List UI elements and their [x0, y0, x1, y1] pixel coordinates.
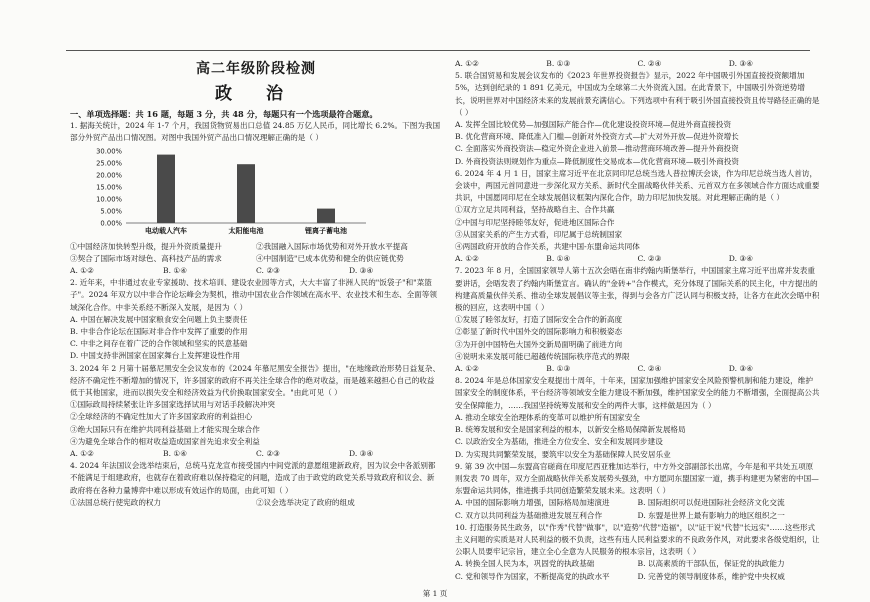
q2-option-b: B. 中非合作论坛在国际对非合作中发挥了重要的作用	[70, 327, 248, 337]
q7-option-3: ③为开创中国特色大国外交新局面明确了前进方向	[455, 339, 623, 349]
q2-stem: 2. 近年来，中非通过农业专家援助、技术培训、建设农业园等方式，大大丰富了非洲人民的"饭袋子"和"菜篮子"。2024 年双方以中非合作论坛峰会为契机，推动中国农业合作领域在高水平、农业技术和生态、全面等领域深化合作。中非关系经不断深入发展，是因为（ ）	[70, 278, 437, 312]
q10-option-a: A. 转换全国人民为本，巩固党的执政基础	[455, 559, 595, 569]
q4-choice-c: C. ②④	[637, 59, 662, 68]
bar	[157, 154, 175, 222]
y-tick-label: 0.00%	[100, 219, 122, 228]
q6-option-1: ①双方立足共同利益，坚持战略自主、合作共赢	[455, 205, 615, 215]
y-tick-label: 25.00%	[96, 159, 122, 168]
q1-choice-a: A. ①②	[70, 266, 94, 276]
q3-choice-a: A. ①②	[70, 449, 94, 459]
export-bar-chart	[82, 147, 382, 239]
q8-option-d: D. 为实现共同繁荣发展，要筑牢以安全为基础保障人民安居乐业	[455, 449, 671, 459]
q9-option-b: B. 国际组织可以促进国际社会经济文化交流	[637, 498, 785, 508]
q7-option-2: ②彰显了新时代中国外交的国际影响力和积极姿态	[455, 327, 623, 337]
q3-option-4: ④为避免全球合作的相对收益造成国家首先追求安全利益	[70, 436, 260, 446]
q9-option-d: D. 东盟是世界上最有影响力的地区组织之一	[637, 510, 785, 520]
left-column	[70, 58, 442, 509]
q5-stem: 5. 联合国贸易和发展会议发布的《2023 年世界投资报告》显示，2022 年中国吸引外国直接投资额增加 5%，达到创纪录的 1 891 亿美元，中国成为全球第二大外资流入国。在此背景下，中国吸引外资逆势增长，说明世界对中国经济未来的发展前景充满信心。下列选项中有利于吸引外国直接投资且传导路径正确的是（ ）	[455, 71, 820, 117]
q1-choice-b: B. ①④	[163, 266, 188, 276]
q8-stem: 8. 2024 年是总体国家安全观提出十周年，十年来，国家加强维护国家安全风险预警机制和能力建设，维护国家安全的制度体系，平台经济等领域安全能力建设不断加强，维护国家安全的能力不断增强，全面提高公共安全保障能力，……我国坚持统筹发展和安全的两件大事，这样做是因为（ ）	[455, 376, 820, 410]
q9-options-row1	[455, 497, 820, 509]
q4-choices	[455, 58, 820, 70]
top-rule	[66, 50, 810, 51]
q3-choice-b: B. ①④	[163, 449, 188, 459]
q10-stem: 10. 打造服务民生政务，以"作秀"代替"做事"，以"造势"代替"造福"，以"证干说"代替"长远实"……这些形式主义问题的实质是对人民利益的极不负责，这些有违人民利益要求的不良政务作风，对此要求各级党组织，让公职人员要牢记宗旨，建立全心全意为人民服务的根本宗旨，这表明（ ）	[455, 522, 820, 557]
section-heading: 一、单项选择题：共 16 题，每题 3 分，共 48 分，每题只有一个选项最符合题意。	[70, 109, 378, 119]
q10-options-row2	[455, 571, 820, 583]
bar	[237, 164, 255, 223]
q4-stem: 4. 2024 年法国议会选举结束后，总统马克龙宣布接受国内中间党派的意愿组建新政府，因为议会中各派别都不能满足于组建政府，也就存在着政府难以保持稳定的问题，造成了由于政党的政党关系导致政府和议会、新政府将在各种力量博弈中难以形成有效运作的局面，由此可知（ ）	[70, 461, 436, 495]
q4-choice-d: D. ③④	[728, 59, 754, 68]
y-tick-label: 5.00%	[100, 207, 122, 216]
q9-options-row2	[455, 510, 820, 522]
q1-option-3: ③契合了国际市场对绿色、高科技产品的需求	[70, 253, 222, 263]
y-tick-label: 30.00%	[96, 147, 122, 156]
q7-option-4: ④说明未来发展可能已超越传统国际秩序范式的界限	[455, 351, 630, 361]
q9-stem: 9. 第 39 次中国—东盟高官磋商在印度尼西亚雅加达举行，中方外交部副部长出席，今年是和平共处五项原则发表 70 周年，双方全面战略伙伴关系发展势头强劲，中方愿同东盟国家一道，携手构建更为紧密的中国—东盟命运共同体，推进携手共同创造繁荣发展未来。这表明（ ）	[455, 461, 819, 496]
q10-options-row1	[455, 558, 820, 570]
q3-stem: 3. 2024 年 2 月第十届慕尼黑安全会议发布的《2024 年慕尼黑安全报告》提出，"在地缘政治形势日益复杂、经济不确定性不断增加的情况下，许多国家的政府不再关注全球合作的绝对收益，而是越来越担心自己的收益低于其他国家，进而以损失安全和经济效益为代价换取国家安全。"由此可见（ ）	[70, 363, 441, 398]
q6-choice-c: C. ②③	[637, 254, 662, 264]
q4-options-row1	[70, 497, 442, 509]
q5-option-c: C. 全面落实外商投资法—稳定外资企业进入前景—推动营商环境改善—提升外商投资	[455, 144, 739, 154]
y-tick-label: 10.00%	[96, 195, 122, 204]
q6-stem: 6. 2024 年 4 月 1 日，国家主席习近平在北京同印尼总统当选人普拉博沃会谈，作为印尼总统当选人首访，会谈中，两国元首同意进一步深化双方关系、新时代全面战略伙伴关系、元首双方在多领域合作方面达成重要共识，中国愿同印尼在全球发展倡议框架内深化合作，助力印尼加快发展。对此理解正确的是（ ）	[455, 168, 820, 203]
q9-option-a: A. 中国的国际影响力增强，国际格局加速演进	[455, 498, 610, 508]
q1-choice-c: C. ②③	[256, 266, 280, 276]
q7-choice-b: B. ①③	[546, 364, 571, 374]
q1-options-row2	[70, 253, 442, 265]
q3-choice-c: C. ②③	[256, 449, 280, 459]
q6-option-4: ④两国政府开放的合作关系，共建中国-东盟命运共同体	[455, 242, 640, 252]
q4-choice-b: B. ①③	[546, 59, 571, 68]
q3-choice-d: D. ③④	[349, 449, 374, 459]
page-number: 第 1 页	[422, 589, 448, 598]
q2-option-a: A. 中国在解决发展中国家粮食安全问题上负主要责任	[70, 314, 248, 324]
x-tick-label: 电动载人汽车	[145, 226, 187, 235]
q6-option-2: ②中国与印尼坚持睦邻友好，促进地区国际合作	[455, 217, 615, 227]
q1-option-4: ④中国制造"已成本优势和健全的供应链优势	[256, 253, 404, 263]
q7-stem: 7. 2023 年 8 月，全国国家领导人第十五次会晤在南非约翰内斯堡举行，中国国家主席习近平出席并发表重要讲话，会晤发表了约翰内斯堡宣言。确认的"金砖+"合作模式，充分体现了国际关系的民主化，中方提出的构建高质量伙伴关系、推动全球发展倡议等主张，得到与会各方广泛认同与积极支持，让各方在此次会晤中积极的回应，这表明中国（ ）	[455, 266, 820, 313]
q6-choices	[455, 253, 820, 265]
q9-option-c: C. 双方以共同利益为基础推进发展互利合作	[455, 510, 603, 520]
q4-option-2: ②议会选举决定了政府的组成	[256, 497, 355, 507]
bar	[317, 208, 335, 222]
x-tick-label: 太阳能电池	[228, 226, 264, 235]
q8-option-c: C. 以政治安全为基础，推进全方位安全、安全和发展同步建设	[455, 437, 663, 447]
exam-subject: 政 治	[215, 84, 297, 104]
q1-choices	[70, 265, 442, 277]
q1-stem: 1. 据海关统计，2024 年 1-7 个月，我国货物贸易出口总值 24.85 万亿人民币，同比增长 6.2%。下图为我国部分外贸产品出口情况图。对图中我国外贸产品出口情况理解正确的是（ ）	[70, 121, 441, 143]
q8-option-b: B. 统筹发展和安全是国家利益的根本，以新安全格局保障新发展格局	[455, 425, 686, 435]
q1-options-row1	[70, 241, 442, 253]
q7-choice-c: C. ②④	[637, 364, 662, 374]
q1-choice-d: D. ③④	[349, 266, 374, 276]
q4-option-1: ①法国总统行使宪政的权力	[70, 497, 162, 507]
q7-choice-d: D. ③④	[728, 364, 754, 374]
q6-choice-a: A. ①②	[455, 254, 479, 264]
q4-choice-a: A. ①②	[455, 59, 479, 68]
q5-option-a: A. 发挥全国比较优势—加强国际产能合作—优化建设投资环境—促进外商直接投资	[455, 120, 732, 130]
q10-option-b: B. 以高素质的干部队伍，保证党的执政能力	[637, 559, 785, 569]
q6-choice-b: B. ①④	[546, 254, 571, 264]
exam-title: 高二年级阶段检测	[196, 61, 316, 77]
q3-option-1: ①国际政局持续紧张让许多国家选择试用与对话手段解决冲突	[70, 400, 276, 410]
y-tick-label: 15.00%	[96, 183, 122, 192]
q5-option-d: D. 外商投资法则规划作为重点—降低制度性交易成本—优化营商环境—吸引外商投资	[455, 156, 740, 166]
q6-choice-d: D. ③④	[728, 254, 754, 264]
chart-svg	[82, 147, 382, 239]
q7-option-1: ①发展了睦邻友好，打造了国际安全合作的新高度	[455, 315, 623, 325]
q8-option-a: A. 推动全球安全治理体系的变革可以维护所有国家安全	[455, 412, 640, 422]
q3-choices	[70, 448, 442, 460]
y-tick-label: 20.00%	[96, 171, 122, 180]
q2-option-d: D. 中国支持非洲国家在国家舞台上发挥建设性作用	[70, 351, 241, 361]
q7-choices	[455, 363, 820, 375]
q10-option-c: C. 党和领导作为国家，不断提高党的执政水平	[455, 571, 610, 581]
q5-option-b: B. 优化营商环境、降低准入门槛—创新对外投资方式—扩大对外开放—促进外资增长	[455, 132, 739, 142]
q1-option-2: ②我国融入国际市场优势和对外开放水平提高	[256, 241, 408, 251]
q2-option-c: C. 中非之间存在着广泛的合作领域和坚实的民意基础	[70, 339, 248, 349]
q6-option-3: ③从国家关系的产生方式看，印尼属于总统制国家	[455, 229, 623, 239]
q3-option-2: ②全球经济的不确定性加大了许多国家政府的利益担心	[70, 412, 253, 422]
right-column	[455, 58, 820, 583]
q1-option-1: ①中国经济加快转型升级，提升外资质量提升	[70, 241, 222, 251]
q3-option-3: ③绝大国际只有在维护共同利益基础上才能实现全球合作	[70, 424, 260, 434]
q7-choice-a: A. ①②	[455, 364, 479, 374]
x-tick-label: 锂离子蓄电池	[305, 226, 347, 235]
q10-option-d: D. 完善党的领导制度体系，维护党中央权威	[637, 571, 785, 581]
